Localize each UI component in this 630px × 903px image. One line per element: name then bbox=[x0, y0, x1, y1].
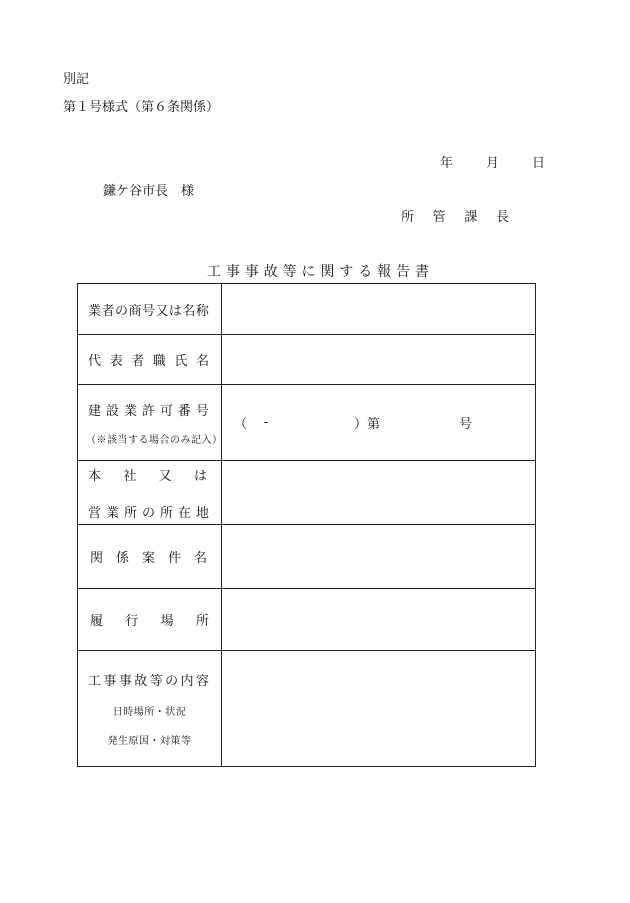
accident-details-label bbox=[78, 651, 222, 767]
table-row bbox=[78, 651, 536, 767]
annex-label: 別記 bbox=[63, 72, 90, 87]
permit-dash: - bbox=[264, 415, 269, 430]
accident-details-field[interactable] bbox=[222, 651, 536, 767]
label-char: 称 bbox=[195, 303, 209, 319]
label-char: 等 bbox=[149, 674, 163, 689]
label-char: 者 bbox=[131, 354, 145, 369]
label-char: は bbox=[168, 303, 182, 319]
label-char: 所 bbox=[195, 614, 209, 629]
label-char: 事 bbox=[103, 674, 117, 689]
number-suffix: 号 bbox=[459, 417, 473, 432]
paren-close: ）第 bbox=[354, 417, 381, 432]
office-address-field[interactable] bbox=[222, 461, 536, 525]
date-year: 年 bbox=[440, 156, 454, 171]
label-char: 設 bbox=[105, 403, 119, 419]
label-char: 工 bbox=[88, 674, 102, 689]
label-char: 氏 bbox=[174, 354, 188, 369]
label-char: 行 bbox=[125, 614, 139, 629]
location-field[interactable] bbox=[222, 589, 536, 651]
label-char: の bbox=[165, 674, 179, 689]
label-char: の bbox=[114, 303, 128, 319]
label-char: 関 bbox=[90, 551, 104, 566]
table-row bbox=[78, 385, 536, 461]
label-char: 業 bbox=[88, 303, 102, 319]
label-char: 職 bbox=[152, 354, 166, 369]
table-row bbox=[78, 284, 536, 335]
location-label bbox=[78, 589, 222, 651]
label-char: 許 bbox=[141, 403, 155, 419]
company-name-field[interactable] bbox=[222, 284, 536, 335]
department-char: 管 bbox=[432, 210, 446, 225]
accident-sub-1: 日時場所・状況 bbox=[112, 707, 187, 718]
label-char: 業 bbox=[123, 403, 137, 419]
label-char: 又 bbox=[155, 303, 169, 319]
company-name-label bbox=[78, 284, 222, 335]
label-char: 代 bbox=[88, 354, 102, 369]
label-char: 建 bbox=[88, 403, 102, 419]
date-month: 月 bbox=[486, 156, 500, 171]
table-row bbox=[78, 525, 536, 589]
label-char: 商 bbox=[128, 303, 142, 319]
label-char: 案 bbox=[141, 551, 155, 566]
label-char: 号 bbox=[141, 303, 155, 319]
label-char: 名 bbox=[193, 551, 207, 566]
department-char: 課 bbox=[464, 210, 478, 225]
label-char: 可 bbox=[159, 403, 173, 419]
table-row bbox=[78, 335, 536, 385]
label-char: 係 bbox=[115, 551, 129, 566]
label-char: 営 bbox=[88, 505, 102, 521]
form-number: 第１号様式（第６条関係） bbox=[63, 100, 220, 115]
label-char: 履 bbox=[90, 614, 104, 629]
label-char: の bbox=[141, 505, 155, 521]
label-char: 名 bbox=[182, 303, 196, 319]
representative-field[interactable] bbox=[222, 335, 536, 385]
label-char: 号 bbox=[195, 403, 209, 419]
label-char: 件 bbox=[167, 551, 181, 566]
document-title: 工事事故等に関する報告書 bbox=[207, 264, 434, 280]
label-char: 場 bbox=[160, 614, 174, 629]
label-char: 表 bbox=[109, 354, 123, 369]
table-row bbox=[78, 461, 536, 525]
label-char: 所 bbox=[159, 505, 173, 521]
label-char: 地 bbox=[195, 505, 209, 521]
label-char: 社 bbox=[123, 468, 137, 484]
case-name-field[interactable] bbox=[222, 525, 536, 589]
department-title bbox=[401, 206, 509, 225]
label-char: 名 bbox=[195, 354, 209, 369]
department-char: 所 bbox=[401, 210, 415, 225]
office-address-label bbox=[78, 461, 222, 525]
label-char: 内 bbox=[180, 674, 194, 689]
date-day: 日 bbox=[532, 156, 546, 171]
report-form-table bbox=[77, 283, 536, 767]
paren-open: （ bbox=[234, 417, 248, 432]
department-char: 長 bbox=[495, 210, 509, 225]
addressee: 鎌ケ谷市長 様 bbox=[103, 184, 195, 199]
representative-label bbox=[78, 335, 222, 385]
permit-number-label bbox=[78, 385, 222, 461]
label-char: 所 bbox=[123, 505, 137, 521]
label-char: 業 bbox=[105, 505, 119, 521]
label-char: 故 bbox=[134, 674, 148, 689]
label-char: 容 bbox=[195, 674, 209, 689]
label-char: 在 bbox=[177, 505, 191, 521]
label-char: 又 bbox=[158, 468, 172, 484]
label-char: 者 bbox=[101, 303, 115, 319]
permit-number-field[interactable] bbox=[222, 385, 536, 461]
label-char: は bbox=[193, 468, 207, 484]
permit-note: （※該当する場合のみ記入） bbox=[86, 434, 223, 446]
accident-sub-2: 発生原因・対策等 bbox=[107, 736, 192, 747]
case-name-label bbox=[78, 525, 222, 589]
table-row bbox=[78, 589, 536, 651]
label-char: 本 bbox=[88, 468, 102, 484]
label-char: 番 bbox=[177, 403, 191, 419]
label-char: 事 bbox=[118, 674, 132, 689]
